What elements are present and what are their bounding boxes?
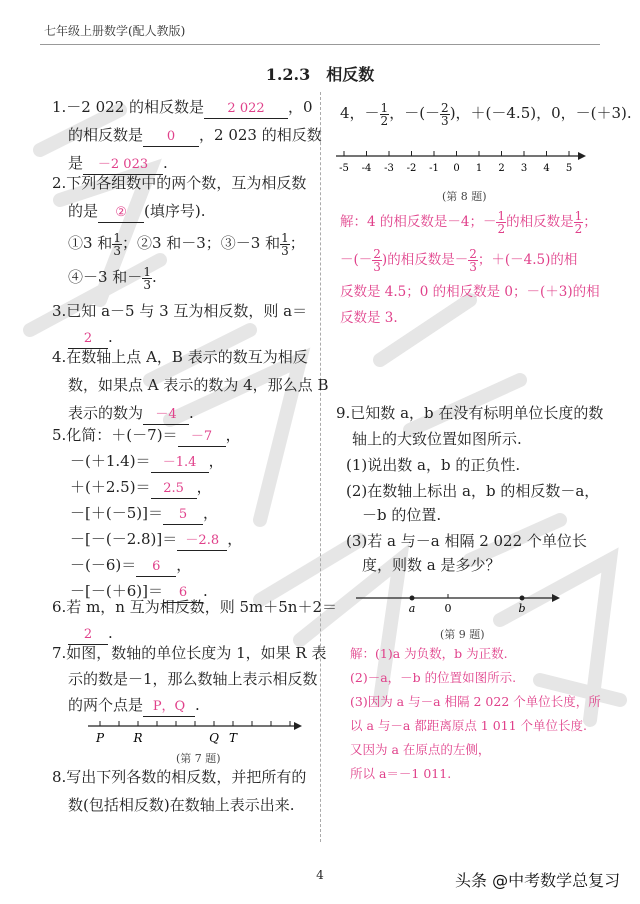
q8-tick-label: 5 <box>565 163 573 174</box>
q9-label-a: a <box>408 602 416 615</box>
q5-row5-text: －[－(－2.8)]＝ <box>70 530 178 548</box>
frac-den: 2 <box>380 113 389 128</box>
q5-row3-text: ＋(＋2.5)＝ <box>70 478 151 496</box>
q2-frac-2 <box>280 232 290 257</box>
q1-answer-1: 2 022 <box>204 100 288 119</box>
q2-opt4: ④－3 和－ <box>68 268 143 286</box>
q5-sep: ， <box>208 452 224 470</box>
q8-solution-2 <box>340 246 577 275</box>
q5-answer-3: 2.5 <box>151 480 197 499</box>
q7-answer: P，Q <box>143 698 195 717</box>
q1-text-3b: . <box>163 154 168 172</box>
column-divider <box>320 92 321 842</box>
q5-answer-2: －1.4 <box>151 454 209 473</box>
q8-tick-label: 3 <box>520 163 528 174</box>
q9-caption: (第 9 题) <box>440 628 485 641</box>
q9-solution-5: 又因为 a 在原点的左侧， <box>350 742 491 757</box>
q3-answer: 2 <box>68 330 108 349</box>
q7-point-T: T <box>228 731 238 744</box>
q8-sol-2a: －(－ <box>340 252 373 268</box>
q5-answer-5: －2.8 <box>177 532 227 551</box>
q2-frac-3 <box>142 266 152 291</box>
frac-num: 1 <box>497 209 506 223</box>
q4-end: . <box>189 404 194 422</box>
q5-label: 5.化简：＋(－7)＝ <box>52 426 178 444</box>
q7-caption: (第 7 题) <box>176 752 221 765</box>
q7-point-P: P <box>95 731 105 744</box>
q5-end: . <box>202 582 208 600</box>
q8-sol-frac-3 <box>372 248 382 273</box>
q7-text-3a: 的两个点是 <box>68 696 144 714</box>
q4-line1: 4.在数轴上点 A，B 表示的数互为相反 <box>52 348 308 366</box>
q1-line2 <box>68 120 322 150</box>
q3-line1: 3.已知 a－5 与 3 互为相反数，则 a＝ <box>52 302 308 320</box>
q8-sol-frac-4 <box>468 248 478 273</box>
q8-sol-2c: ；＋(－4.5)的相 <box>477 252 578 268</box>
q5-answer-7: 6 <box>163 584 203 603</box>
frac-num: 2 <box>441 100 449 115</box>
q7-line3 <box>68 690 200 720</box>
q7-line2: 示的数是－1，那么数轴上表示相反数 <box>68 670 318 688</box>
q3-end: . <box>108 328 113 346</box>
q8-line2: 数(包括相反数)在数轴上表示出来. <box>68 796 295 814</box>
q1-text-2a: 的相反数是 <box>68 126 144 144</box>
source-watermark: 头条 @中考数学总复习 <box>455 871 621 890</box>
q1-text: 1.－2 022 的相反数是 <box>52 98 205 116</box>
q5-answer-4: 5 <box>163 506 203 525</box>
q9-sub1: (1)说出数 a，b 的正负性. <box>346 456 521 474</box>
q8-sol-2b: )的相反数是－ <box>381 252 469 268</box>
q8-tick-label: -2 <box>406 163 417 174</box>
frac-num: 2 <box>469 247 477 261</box>
q6-line1: 6.若 m，n 互为相反数，则 5m＋5n＋2＝ <box>52 598 338 616</box>
q5-row6-text: －(－6)＝ <box>70 556 137 574</box>
q9-solution-1: 解：(1)a 为负数，b 为正数. <box>350 646 508 661</box>
q8-tick-label: 2 <box>498 163 505 174</box>
frac-num: 1 <box>143 264 151 279</box>
q1-text-2b: ，2 023 的相反数 <box>199 126 322 144</box>
q1-answer-3: －2 023 <box>83 156 163 175</box>
q8-solution-4: 反数是 3. <box>340 310 398 326</box>
q5-row7-text: －[－(＋6)]＝ <box>70 582 163 600</box>
q8-list-b: ，－(－ <box>389 104 441 122</box>
q6-end: . <box>108 624 113 642</box>
q9-label-0: 0 <box>444 602 452 615</box>
q9-sub3a: (3)若 a 与－a 相隔 2 022 个单位长 <box>346 532 587 550</box>
q9-point-b <box>520 596 525 601</box>
q7-end: . <box>195 696 200 714</box>
q8-arrow <box>578 152 586 160</box>
q8-sol-1a: 解：4 的相反数是－4；－ <box>340 214 497 230</box>
q6-answer: 2 <box>68 626 108 645</box>
section-title: 1.2.3 相反数 <box>265 65 375 84</box>
q2-line2 <box>68 196 206 226</box>
q9-point-a <box>410 596 415 601</box>
q8-tick-label: 4 <box>543 163 550 174</box>
q8-solution-3: 反数是 4.5；0 的相反数是 0；－(＋3)的相 <box>340 284 600 300</box>
q8-solution-1 <box>340 208 597 237</box>
q8-tick-label: 0 <box>453 163 460 174</box>
q9-solution-3: (3)因为 a 与－a 相隔 2 022 个单位长度，所 <box>350 694 601 709</box>
q8-sol-frac-1 <box>496 210 506 235</box>
q1-text-3a: 是 <box>68 154 84 172</box>
frac-den: 3 <box>373 260 381 274</box>
q2-opt4-end: . <box>151 268 157 286</box>
q2-text-2a: 的是 <box>68 202 99 220</box>
q8-sol-frac-2 <box>574 210 584 235</box>
frac-num: 1 <box>574 209 583 223</box>
q2-frac-1 <box>112 232 122 257</box>
q5-row2-text: －(＋1.4)＝ <box>70 452 151 470</box>
frac-den: 3 <box>441 113 449 128</box>
q9-label-b: b <box>518 602 526 615</box>
q7-line1: 7.如图，数轴的单位长度为 1，如果 R 表 <box>52 644 327 662</box>
q5-sep: ， <box>225 426 241 444</box>
frac-den: 3 <box>143 277 151 292</box>
q4-line2: 数，如果点 A 表示的数为 4，那么点 B <box>68 376 329 394</box>
q1-answer-2: 0 <box>143 128 199 147</box>
frac-num: 1 <box>281 230 289 245</box>
q5-sep: ， <box>176 556 192 574</box>
q8-frac-1 <box>380 102 390 127</box>
q9-line1: 9.已知数 a，b 在没有标明单位长度的数 <box>336 404 604 422</box>
q2-opt1: ①3 和 <box>68 234 113 252</box>
frac-num: 1 <box>380 100 389 115</box>
q8-number-list <box>340 98 632 128</box>
q5-sep: ， <box>202 504 218 522</box>
q2-text-2b: (填序号). <box>144 202 206 220</box>
q8-sol-1b: 的相反数是 <box>506 214 574 230</box>
q5-answer-1: －7 <box>178 428 226 447</box>
q7-number-line <box>86 718 306 744</box>
frac-den: 3 <box>113 243 121 258</box>
q8-tick-label: -1 <box>429 163 439 174</box>
q5-sep: ， <box>196 478 212 496</box>
q9-solution-6: 所以 a＝－1 011. <box>350 766 452 781</box>
q8-line1: 8.写出下列各数的相反数，并把所有的 <box>52 768 307 786</box>
frac-den: 3 <box>469 260 477 274</box>
q2-answer: ② <box>98 204 144 223</box>
frac-den: 2 <box>497 222 506 236</box>
q9-number-line <box>354 590 564 618</box>
q2-options-1 <box>68 228 305 258</box>
q2-line1: 2.下列各组数中的两个数，互为相反数 <box>52 174 307 192</box>
q1-text-b: ，0 <box>288 98 313 116</box>
q4-answer: －4 <box>143 406 189 425</box>
q8-frac-2 <box>440 102 450 127</box>
q8-tick-label: -5 <box>339 163 349 174</box>
q2-opt2: ；②3 和－3；③－3 和 <box>121 234 281 252</box>
q7-point-Q: Q <box>209 731 219 744</box>
frac-den: 2 <box>574 222 583 236</box>
q5-sep: ， <box>227 530 243 548</box>
q5-answer-6: 6 <box>136 558 176 577</box>
page-number: 4 <box>316 868 324 882</box>
q1-line1 <box>52 92 313 122</box>
q8-list-c: )，＋(－4.5)，0，－(＋3). <box>449 104 632 122</box>
q8-tick-label: -4 <box>361 163 372 174</box>
q8-number-line <box>334 146 590 178</box>
q7-arrow <box>294 722 302 730</box>
q5-row4-text: －[＋(－5)]＝ <box>70 504 163 522</box>
q9-solution-4: 以 a 与－a 都距离原点 1 011 个单位长度. <box>350 718 588 733</box>
frac-num: 1 <box>113 230 121 245</box>
q9-line2: 轴上的大致位置如图所示. <box>352 430 522 448</box>
q9-arrow <box>552 594 560 602</box>
frac-den: 3 <box>281 243 289 258</box>
q7-point-R: R <box>133 731 143 744</box>
q8-tick-label: 1 <box>475 163 483 174</box>
q4-text-3a: 表示的数为 <box>68 404 144 422</box>
q9-solution-2: (2)－a，－b 的位置如图所示. <box>350 670 517 685</box>
frac-num: 2 <box>373 247 381 261</box>
q8-sol-1c: ； <box>583 214 597 230</box>
q2-opt3-end: ； <box>289 234 305 252</box>
book-header: 七年级上册数学(配人教版) <box>44 24 186 38</box>
header-rule <box>40 44 600 45</box>
q9-sub3b: 度，则数 a 是多少？ <box>362 556 501 574</box>
q8-caption: (第 8 题) <box>442 190 487 203</box>
q8-tick-label: -3 <box>384 163 394 174</box>
q9-sub2b: －b 的位置. <box>362 506 442 524</box>
q2-options-2 <box>68 262 157 292</box>
q9-sub2a: (2)在数轴上标出 a，b 的相反数－a， <box>346 482 600 500</box>
q8-list-a: 4，－ <box>340 104 380 122</box>
